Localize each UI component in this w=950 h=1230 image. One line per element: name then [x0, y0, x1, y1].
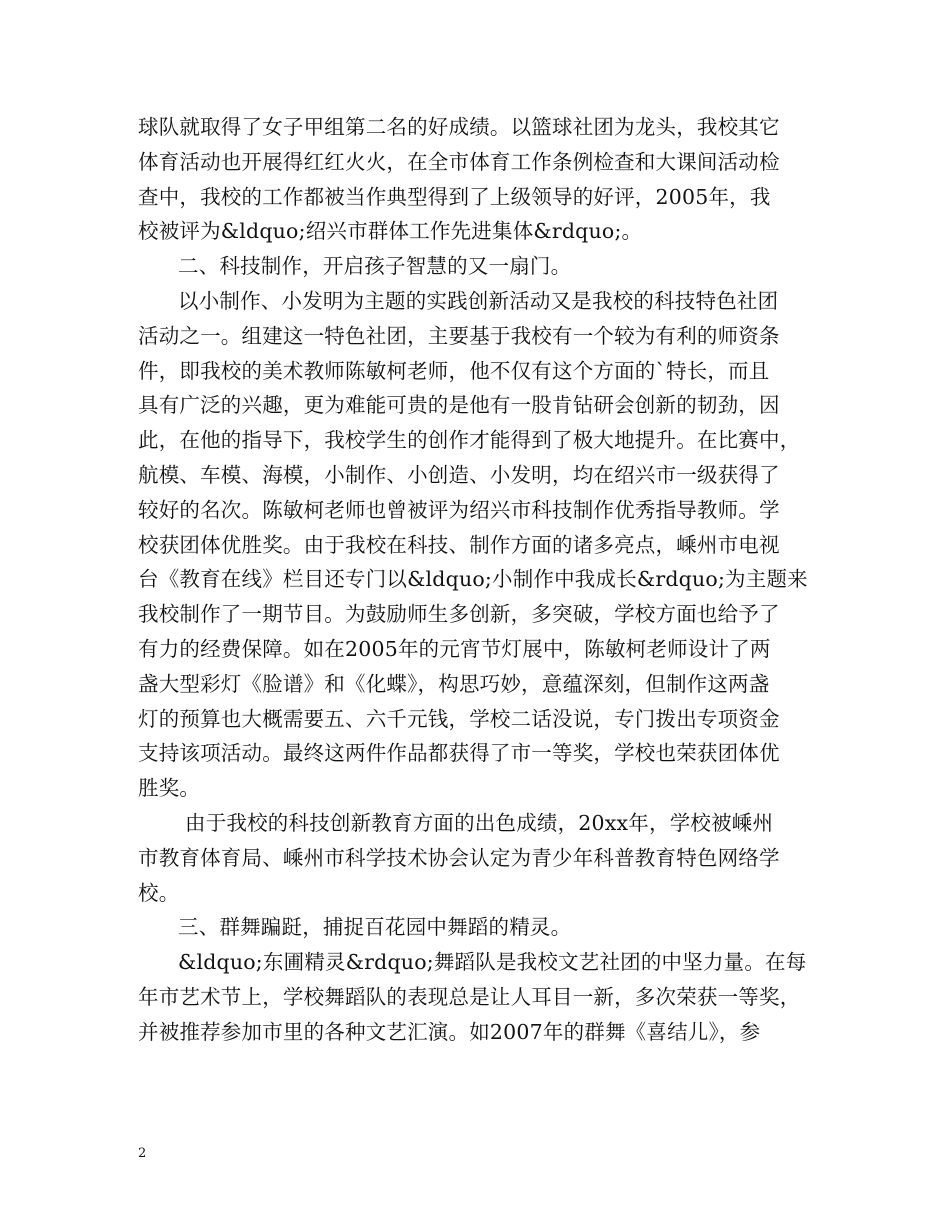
text-line: 活动之一。组建这一特色社团，主要基于我校有一个较为有利的师资条 [138, 323, 780, 348]
text-line: &ldquo;东圃精灵&rdquo;舞蹈队是我校文艺社团的中坚力量。在每 [178, 950, 807, 975]
text-line: 此，在他的指导下，我校学生的创作才能得到了极大地提升。在比赛中， [138, 428, 801, 453]
text-line: 盏大型彩灯《脸谱》和《化蝶》，构思巧妙，意蕴深刻，但制作这两盏 [138, 671, 770, 696]
text-line: 校获团体优胜奖。由于我校在科技、制作方面的诸多亮点，嵊州市电视 [138, 532, 780, 557]
text-line: 以小制作、小发明为主题的实践创新活动又是我校的科技特色社团 [178, 288, 779, 313]
page-number: 2 [138, 1146, 147, 1161]
text-line: 体育活动也开展得红红火火，在全市体育工作条例检查和大课间活动检 [138, 149, 780, 174]
text-line: 市教育体育局、嵊州市科学技术协会认定为青少年科普教育特色网络学 [138, 845, 780, 870]
text-line: 并被推荐参加市里的各种文艺汇演。如2007年的群舞《喜结儿》，参 [138, 1019, 761, 1044]
text-line: 灯的预算也大概需要五、六千元钱，学校二话没说，专门拨出专项资金 [138, 706, 780, 731]
text-line: 航模、车模、海模，小制作、小创造、小发明，均在绍兴市一级获得了 [138, 462, 780, 487]
text-line: 有力的经费保障。如在2005年的元宵节灯展中，陈敏柯老师设计了两 [138, 636, 771, 661]
text-line: 台《教育在线》栏目还专门以&ldquo;小制作中我成长&rdquo;为主题来 [138, 567, 808, 592]
text-line: 支持该项活动。最终这两件作品都获得了市一等奖，学校也荣获团体优 [138, 741, 780, 766]
section-heading-2: 二、科技制作，开启孩子智慧的又一扇门。 [178, 254, 572, 279]
text-line: 查中，我校的工作都被当作典型得到了上级领导的好评，2005年，我 [138, 184, 771, 209]
section-heading-3: 三、群舞蹁跹，捕捉百花园中舞蹈的精灵。 [178, 915, 572, 940]
text-line: 件，即我校的美术教师陈敏柯老师，他不仅有这个方面的`特长，而且 [138, 358, 770, 383]
text-line: 较好的名次。陈敏柯老师也曾被评为绍兴市科技制作优秀指导教师。学 [138, 497, 780, 522]
text-line: 校。 [138, 880, 180, 905]
text-line: 胜奖。 [138, 776, 201, 801]
text-line: 年市艺术节上，学校舞蹈队的表现总是让人耳目一新，多次荣获一等奖， [138, 984, 801, 1009]
text-line: 球队就取得了女子甲组第二名的好成绩。以篮球社团为龙头，我校其它 [138, 115, 780, 139]
text-line: 由于我校的科技创新教育方面的出色成绩，20xx年，学校被嵊州 [185, 810, 774, 835]
text-line: 校被评为&ldquo;绍兴市群体工作先进集体&rdquo;。 [138, 219, 643, 244]
text-line: 我校制作了一期节目。为鼓励师生多创新，多突破，学校方面也给予了 [138, 602, 780, 627]
body-text [138, 110, 818, 1050]
text-line: 具有广泛的兴趣，更为难能可贵的是他有一股肯钻研会创新的韧劲，因 [138, 393, 780, 418]
